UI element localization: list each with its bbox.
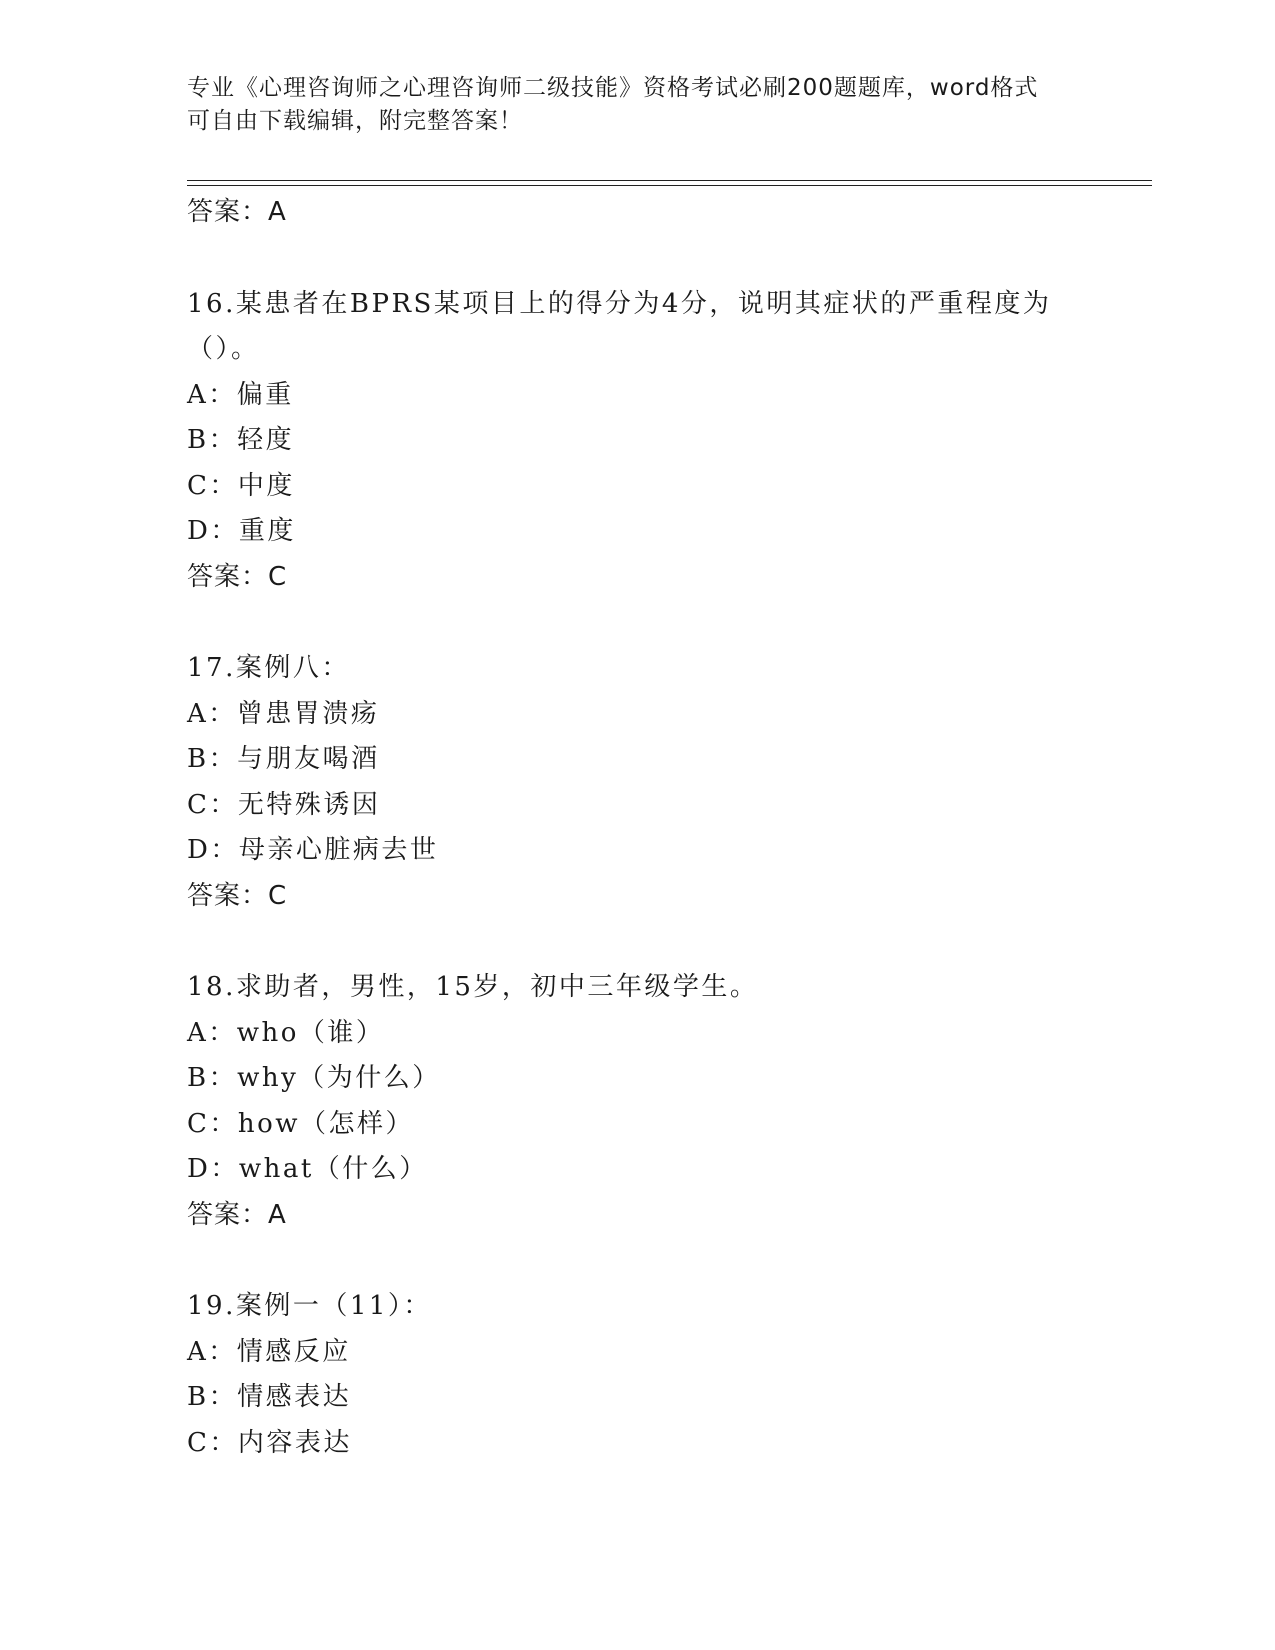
spacer [187, 919, 1087, 965]
option-b: B：why（为什么） [187, 1063, 441, 1093]
answer-line: 答案：C [187, 561, 288, 592]
option-b: B：轻度 [187, 425, 295, 455]
header-rule-top [187, 180, 1152, 181]
header-line-1: 专业《心理咨询师之心理咨询师二级技能》资格考试必刷200题题库，word格式 [187, 75, 1039, 101]
answer-line: 答案：A [187, 1199, 287, 1230]
question-stem: 16.某患者在BPRS某项目上的得分为4分，说明其症状的严重程度为 [187, 288, 1052, 319]
question-list [187, 190, 1087, 1466]
option-a: A：偏重 [187, 379, 294, 410]
question-17 [187, 646, 1087, 919]
answer-line-15: 答案：A [187, 197, 287, 227]
answer-line: 答案：C [187, 880, 288, 911]
option-d: D：what（什么） [187, 1154, 428, 1184]
option-a: A：who（谁） [187, 1017, 385, 1048]
option-c: C：无特殊诱因 [187, 789, 381, 820]
option-c: C：内容表达 [187, 1427, 352, 1458]
option-c: C：how（怎样） [187, 1108, 415, 1139]
option-a: A：曾患胃溃疡 [187, 698, 380, 729]
header-line-2: 可自由下载编辑，附完整答案！ [187, 108, 523, 134]
question-18 [187, 965, 1087, 1238]
document-header [187, 72, 1077, 138]
question-16 [187, 282, 1087, 601]
option-c: C：中度 [187, 470, 295, 501]
option-b: B：与朋友喝酒 [187, 744, 380, 774]
question-stem: 19.案例一（11）： [187, 1291, 432, 1321]
header-rule-bottom [187, 185, 1152, 186]
option-b: B：情感表达 [187, 1382, 352, 1412]
option-d: D：母亲心脏病去世 [187, 835, 439, 865]
question-stem: 17.案例八： [187, 653, 350, 683]
spacer [187, 600, 1087, 646]
option-d: D：重度 [187, 516, 296, 546]
spacer [187, 1238, 1087, 1284]
question-stem-continued: （）。 [187, 334, 260, 364]
option-a: A：情感反应 [187, 1336, 351, 1367]
question-19 [187, 1284, 1087, 1466]
question-stem: 18.求助者，男性，15岁，初中三年级学生。 [187, 972, 759, 1002]
spacer [187, 236, 1087, 282]
